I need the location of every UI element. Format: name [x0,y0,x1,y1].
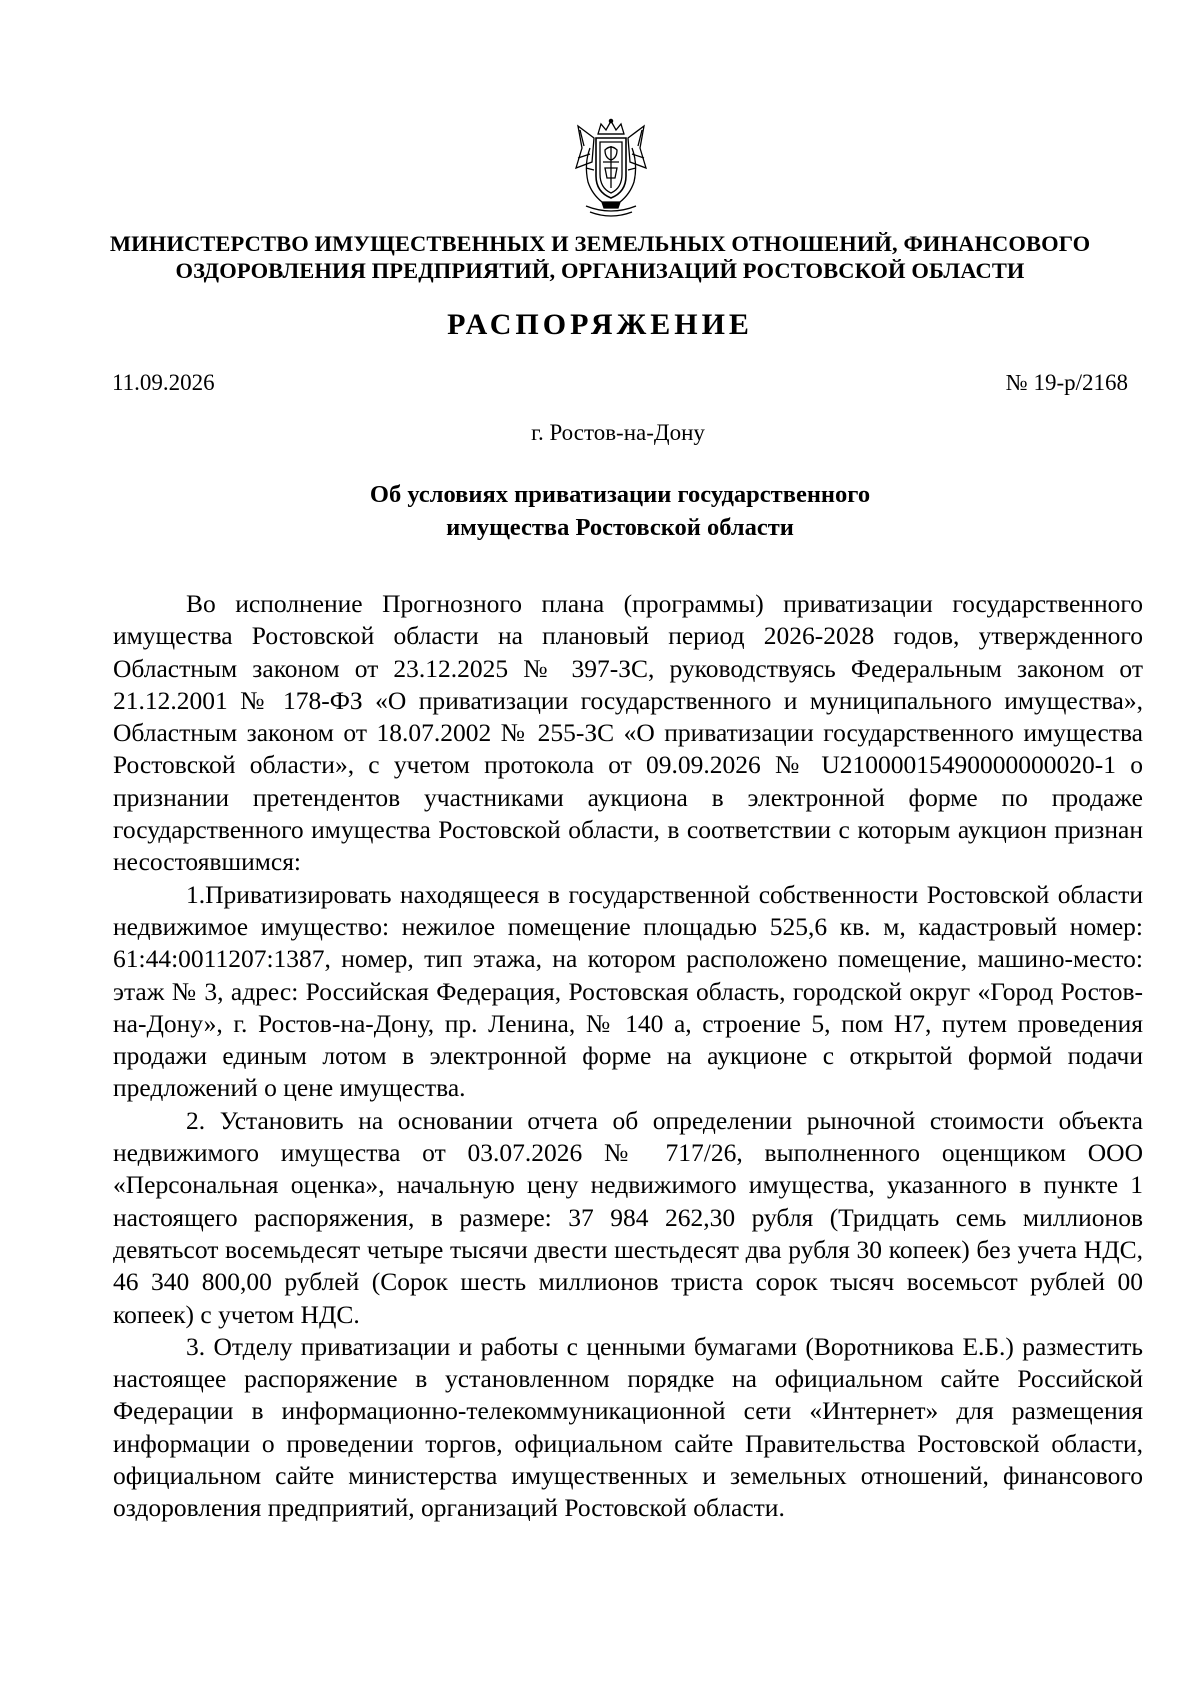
ministry-name-line-2: ОЗДОРОВЛЕНИЯ ПРЕДПРИЯТИЙ, ОРГАНИЗАЦИЙ РОСТОВСКОЙ ОБЛАСТИ [175,258,1025,283]
ministry-name [100,230,1100,284]
document-body [113,588,1143,1525]
item-3-paragraph: 3. Отделу приватизации и работы с ценными бумагами (Воротникова Е.Б.) разместить настоящее распоряжение в установленном порядке на официальном сайте Российской Федерации в информационно-телекоммуникационной сети «Интернет» для размещения информации о проведении торгов, официальном сайте Правительства Ростовской области, официальном сайте министерства имущественных и земельных отношений, финансового оздоровления предприятий, организаций Ростовской области. [113,1331,1143,1523]
document-title-line-2: имущества Ростовской области [446,514,794,541]
ministry-name-line-1: МИНИСТЕРСТВО ИМУЩЕСТВЕННЫХ И ЗЕМЕЛЬНЫХ ОТНОШЕНИЙ, ФИНАНСОВОГО [109,231,1091,256]
document-date: 11.09.2026 [112,370,215,395]
preamble-paragraph: Во исполнение Прогнозного плана (программы) приватизации государственного имущества Ростовской области на плановый период 2026-2028 годов, утвержденного Областным законом от 23.12.2025 № 397-ЗС, руководствуясь Федеральным законом от 21.12.2001 № 178-ФЗ «О приватизации государственного и муниципального имущества», Областным законом от 18.07.2002 № 255-ЗС «О приватизации государственного имущества Ростовской области», с учетом протокола от 09.09.2026 № U21000015490000000020-1 о признании претендентов участниками аукциона в электронной форме по продаже государственного имущества Ростовской области, в соответствии с которым аукцион признан несостоявшимся: [113,589,1143,877]
coat-of-arms-icon [572,118,650,224]
document-type: РАСПОРЯЖЕНИЕ [447,308,753,341]
document-title-line-1: Об условиях приватизации государственного [369,481,871,508]
document-city: г. Ростов-на-Дону [531,420,705,445]
item-1-paragraph: 1.Приватизировать находящееся в государственной собственности Ростовской области недвижимое имущество: нежилое помещение площадью 525,6 кв. м, кадастровый номер: 61:44:0011207:1387, номер, тип этажа, на котором расположено помещение, машино-место: этаж № 3, адрес: Российская Федерация, Ростовская область, городской округ «Город Ростов-на-Дону», г. Ростов-на-Дону, пр. Ленина, № 140 а, строение 5, пом Н7, путем проведения продажи единым лотом в электронной форме на аукционе с открытой формой подачи предложений о цене имущества. [113,879,1143,1103]
document-number: № 19-р/2168 [1005,370,1128,395]
document-title [0,478,1200,544]
item-2-paragraph: 2. Установить на основании отчета об определении рыночной стоимости объекта недвижимого имущества от 03.07.2026 № 717/26, выполненного оценщиком ООО «Персональная оценка», начальную цену недвижимого имущества, указанного в пункте 1 настоящего распоряжения, в размере: 37 984 262,30 рубля (Тридцать семь миллионов девятьсот восемьдесят четыре тысячи двести шестьдесят два рубля 30 копеек) без учета НДС, 46 340 800,00 рублей (Сорок шесть миллионов триста сорок тысяч восемьсот рублей 00 копеек) с учетом НДС. [113,1105,1143,1329]
